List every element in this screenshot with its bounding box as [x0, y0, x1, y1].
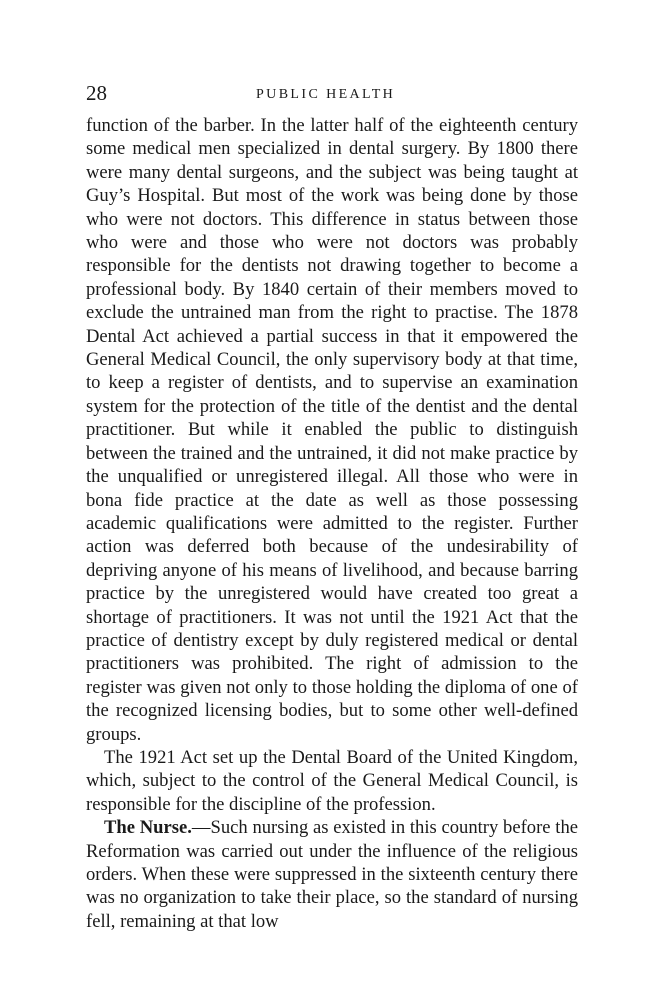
- paragraph-dental-board: The 1921 Act set up the Dental Board of the United Kingdom, which, subject to the control of the General Medical Council, is responsible for the discipline of the profession.: [86, 746, 578, 815]
- page-number: 28: [86, 81, 107, 105]
- running-head: PUBLIC HEALTH: [256, 87, 396, 102]
- section-heading-the-nurse: The Nurse.: [104, 817, 192, 839]
- body-text: [86, 114, 578, 933]
- paragraph-the-nurse: [86, 816, 578, 933]
- paragraph-dental-history: function of the barber. In the latter half of the eighteenth century some medical men specialized in dental surgery. By 1800 there were many dental surgeons, and the subject was being taught at Guy’s Hospital. But most of the work was being done by those who were not doctors. This difference in status between those who were and those who were not doctors was probably responsible for the dentists not drawing together to become a professional body. By 1840 certain of their members moved to exclude the untrained man from the right to practise. The 1878 Dental Act achieved a partial success in that it empowered the General Medical Council, the only supervisory body at that time, to keep a register of dentists, and to supervise an examination system for the protection of the title of the dentist and the dental practitioner. But while it enabled the public to distinguish between the trained and the untrained, it did not make practice by the unqualified or unregistered illegal. All those who were in bona fide practice at the date as well as those possessing academic qualifications were admitted to the register. Further action was deferred both because of the undesirability of depriving anyone of his means of livelihood, and because barring practice by the unregistered would have created too great a shortage of practitioners. It was not until the 1921 Act that the practice of dentistry except by duly registered medical or dental practitioners was prohibited. The right of admission to the register was given not only to those holding the diploma of one of the recognized licensing bodies, but to some other well-defined groups.: [86, 115, 578, 745]
- paragraph-nurse-text: —Such nursing as existed in this country before the Reformation was carried out under the influence of the religious orders. When these were suppressed in the sixteenth century there was no organization to take their place, so the standard of nursing fell, remaining at that low: [86, 817, 578, 932]
